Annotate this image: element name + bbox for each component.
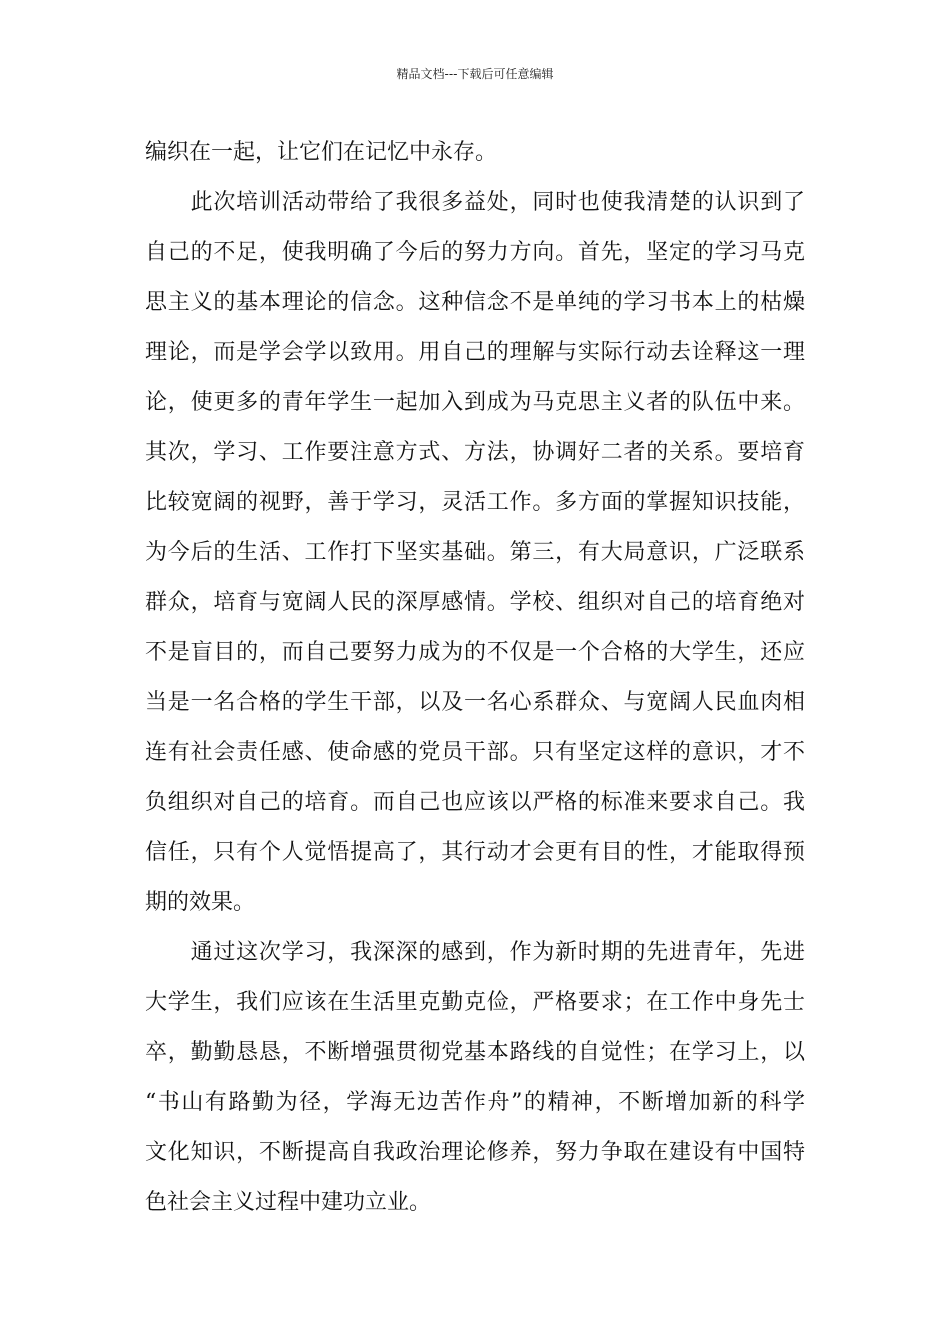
paragraph [145,178,805,928]
text-line: 信任，只有个人觉悟提高了，其行动才会更有目的性，才能取得预 [145,840,805,865]
text-line: 通过这次学习，我深深的感到，作为新时期的先进青年，先进 [145,940,805,965]
text-line: 自己的不足，使我明确了今后的努力方向。首先，坚定的学习马克 [145,240,805,265]
page-header: 精品文档---下载后可任意编辑 [396,67,554,81]
text-line: 连有社会责任感、使命感的党员干部。只有坚定这样的意识，才不 [145,740,805,765]
text-line: 理论，而是学会学以致用。用自己的理解与实际行动去诠释这一理 [145,340,805,365]
paragraph [145,928,805,1228]
text-line: 卒，勤勤恳恳，不断增强贯彻党基本路线的自觉性；在学习上，以 [145,1040,805,1065]
text-line: 思主义的基本理论的信念。这种信念不是单纯的学习书本上的枯燥 [145,290,805,315]
text-line: 大学生，我们应该在生活里克勤克俭，严格要求；在工作中身先士 [145,990,805,1015]
text-line: 此次培训活动带给了我很多益处，同时也使我清楚的认识到了 [145,190,805,215]
text-line: 负组织对自己的培育。而自己也应该以严格的标准来要求自己。我 [145,790,805,815]
text-line: 群众，培育与宽阔人民的深厚感情。学校、组织对自己的培育绝对 [145,590,805,615]
document-body [145,128,805,1228]
text-line: 文化知识，不断提高自我政治理论修养，努力争取在建设有中国特 [145,1140,805,1165]
text-line: 为今后的生活、工作打下坚实基础。第三，有大局意识，广泛联系 [145,540,805,565]
text-line: 期的效果。 [145,890,256,915]
text-line: “书山有路勤为径，学海无边苦作舟”的精神，不断增加新的科学 [145,1090,805,1115]
text-line: 当是一名合格的学生干部，以及一名心系群众、与宽阔人民血肉相 [145,690,805,715]
text-line: 论，使更多的青年学生一起加入到成为马克思主义者的队伍中来。 [145,390,805,415]
paragraph [145,128,805,178]
text-line: 不是盲目的，而自己要努力成为的不仅是一个合格的大学生，还应 [145,640,805,665]
text-line: 比较宽阔的视野，善于学习，灵活工作。多方面的掌握知识技能， [145,490,805,515]
text-line: 色社会主义过程中建功立业。 [145,1190,432,1215]
text-line: 其次，学习、工作要注意方式、方法，协调好二者的关系。要培育 [145,440,805,465]
text-line: 编织在一起，让它们在记忆中永存。 [145,140,498,165]
